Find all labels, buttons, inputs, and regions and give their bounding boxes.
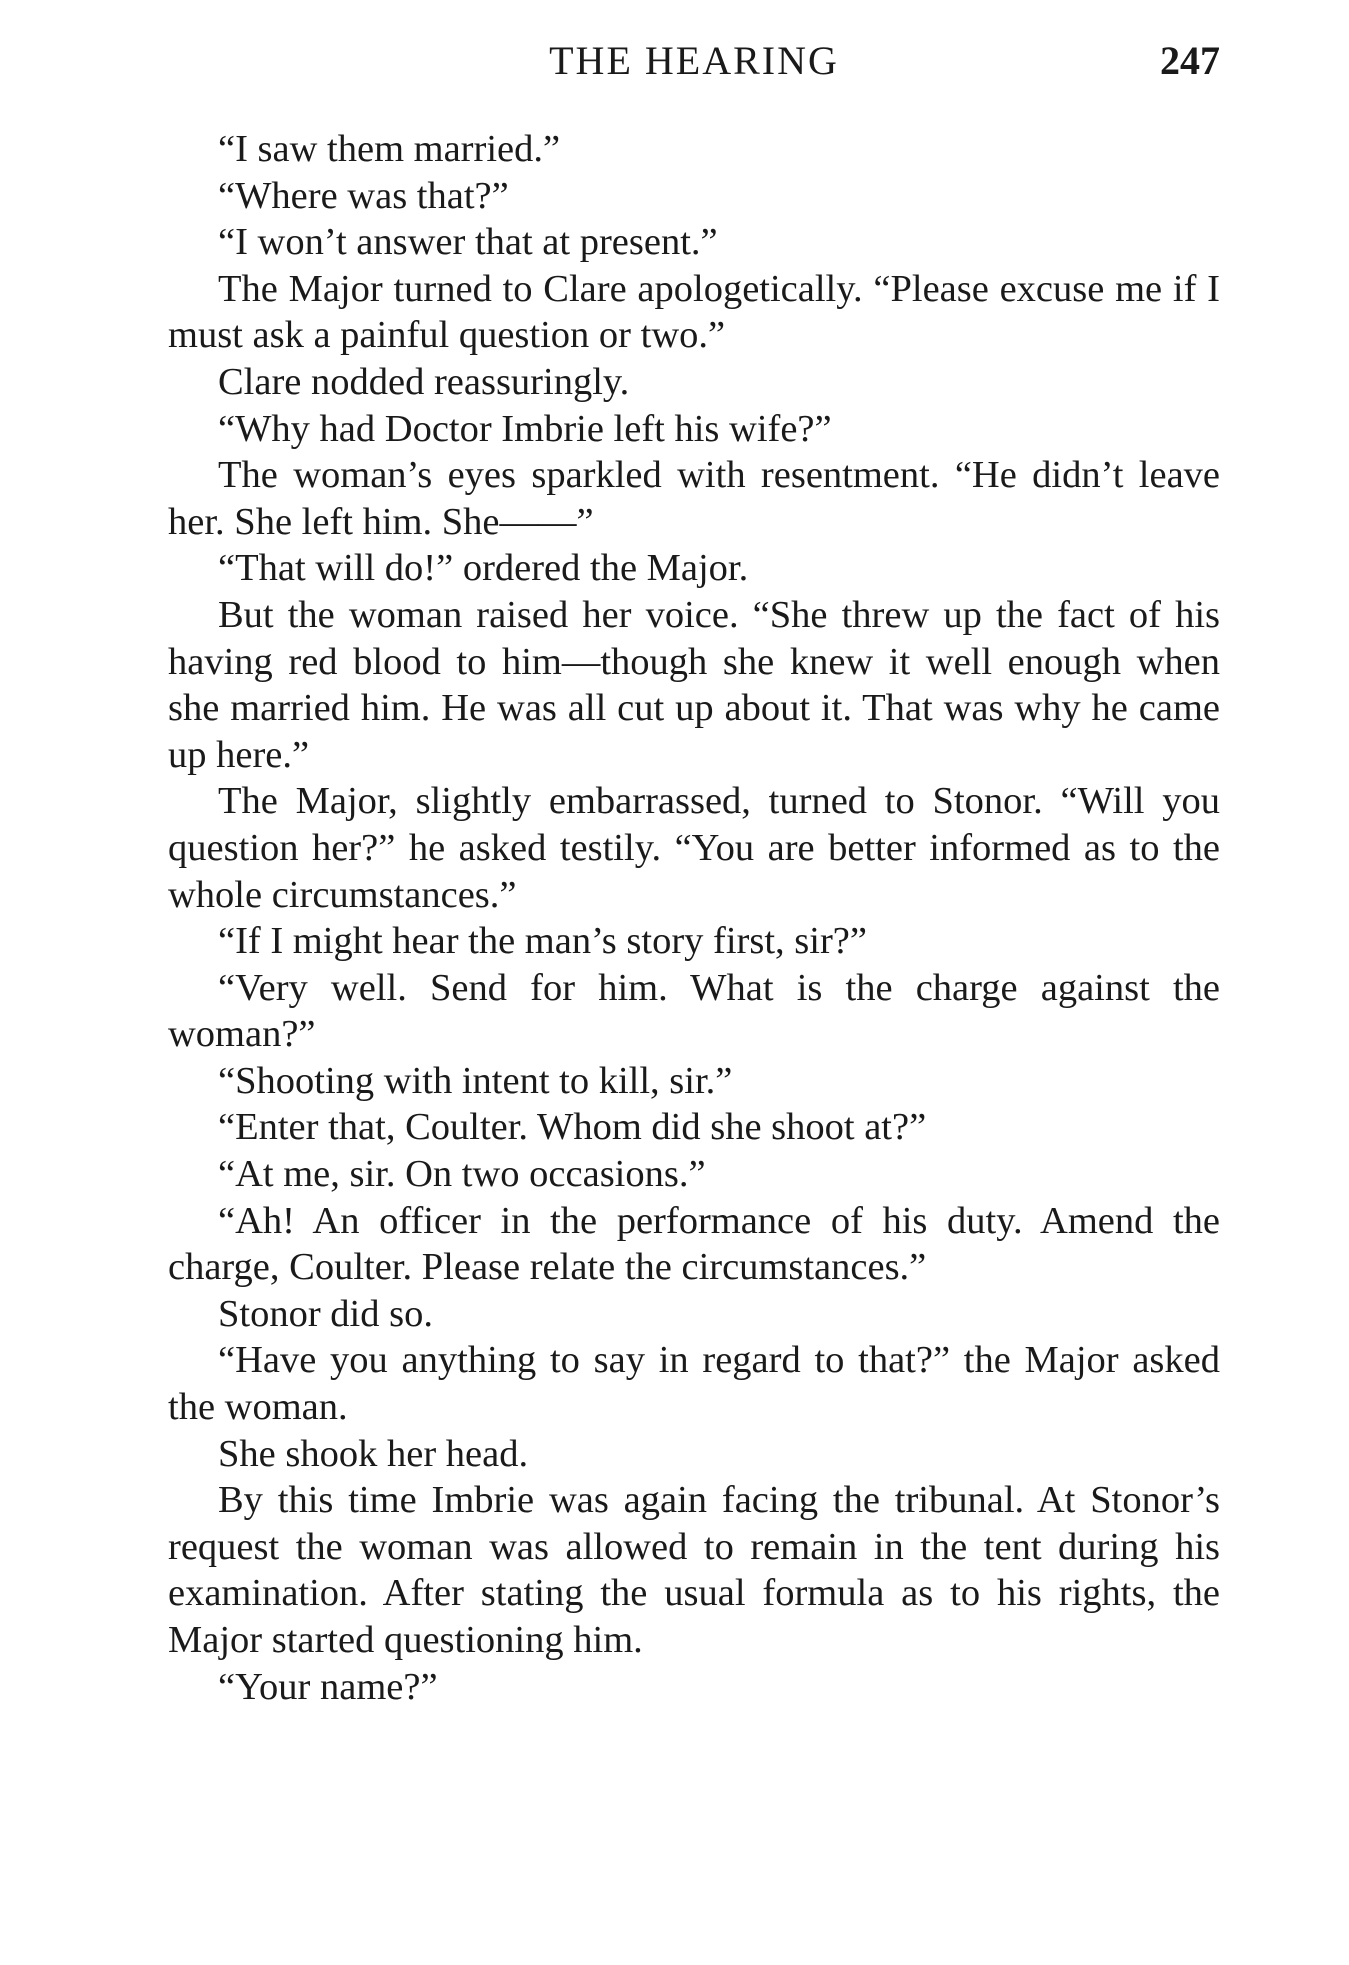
paragraph: “If I might hear the man’s story first, sir?” [218,920,867,963]
paragraph: But the woman raised her voice. “She threw up the fact of his having red blood to him—though she knew it well enough when she married him. He was all cut up about it. That was why he came up here.” [168,593,1220,776]
paragraph: “Very well. Send for him. What is the charge against the woman?” [168,966,1220,1056]
paragraph: She shook her head. [218,1432,529,1475]
paragraph: “Why had Doctor Imbrie left his wife?” [218,407,832,450]
paragraph: “Enter that, Coulter. Whom did she shoot at?” [218,1106,927,1149]
paragraph: The Major turned to Clare apologetically. “Please excuse me if I must ask a painful question or two.” [168,267,1220,357]
running-title: THE HEARING [549,38,839,83]
paragraph: “That will do!” ordered the Major. [218,547,749,590]
paragraph: Clare nodded reassuringly. [218,360,630,403]
body-text [168,126,1220,1710]
paragraph: “Where was that?” [218,174,509,217]
page-number: 247 [1160,38,1220,83]
paragraph: “Ah! An officer in the performance of his duty. Amend the charge, Coulter. Please relate the circumstances.” [168,1199,1220,1289]
paragraph: “Have you anything to say in regard to that?” the Major asked the woman. [168,1339,1220,1429]
paragraph: “Your name?” [218,1665,438,1708]
running-head [168,36,1220,86]
paragraph: Stonor did so. [218,1292,433,1335]
paragraph: “I saw them married.” [218,128,561,170]
paragraph: The Major, slightly embarrassed, turned to Stonor. “Will you question her?” he asked testily. “You are better informed as to the whole circumstances.” [168,780,1220,916]
paragraph: The woman’s eyes sparkled with resentment. “He didn’t leave her. She left him. She——” [168,454,1220,543]
paragraph: “Shooting with intent to kill, sir.” [218,1059,733,1102]
paragraph: By this time Imbrie was again facing the tribunal. At Stonor’s request the woman was allowed to remain in the tent during his examination. After stating the usual formula as to his rights, the Major started questioning him. [168,1479,1220,1661]
paragraph: “At me, sir. On two occasions.” [218,1153,706,1196]
paragraph: “I won’t answer that at present.” [218,221,718,264]
